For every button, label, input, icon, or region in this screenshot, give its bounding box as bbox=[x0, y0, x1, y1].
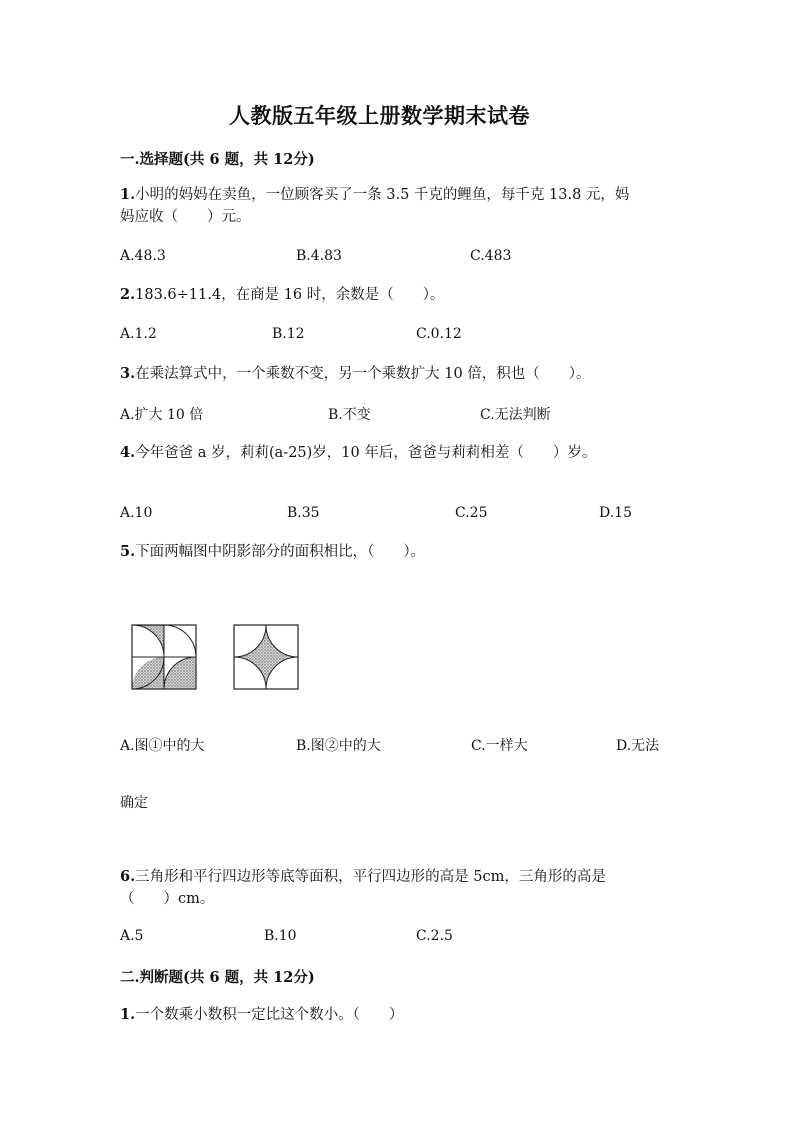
option-a: A.扩大 10 倍 bbox=[120, 407, 204, 423]
judgement-1 bbox=[120, 1004, 403, 1026]
question-6 bbox=[120, 866, 606, 888]
question-text-line2: （ ）cm。 bbox=[120, 891, 215, 907]
option-c: C.0.12 bbox=[416, 326, 462, 342]
option-d: D.15 bbox=[599, 505, 632, 521]
question-text: 183.6÷11.4，在商是 16 时，余数是（ ）。 bbox=[135, 287, 445, 303]
option-c: C.483 bbox=[470, 248, 512, 264]
question-5-figures bbox=[128, 620, 488, 700]
option-a: A.10 bbox=[120, 505, 153, 521]
question-number: 5. bbox=[120, 543, 136, 560]
option-a: A.1.2 bbox=[120, 326, 157, 342]
question-text: 一个数乘小数积一定比这个数小。（ ） bbox=[135, 1007, 404, 1023]
question-number: 2. bbox=[120, 286, 136, 303]
question-text-line1: 小明的妈妈在卖鱼，一位顾客买了一条 3.5 千克的鲤鱼，每千克 13.8 元，妈 bbox=[135, 187, 630, 203]
option-d-continued: 确定 bbox=[120, 795, 148, 811]
question-number: 3. bbox=[120, 365, 136, 382]
option-c: C.25 bbox=[455, 505, 488, 521]
question-4 bbox=[120, 442, 596, 464]
option-b: B.图②中的大 bbox=[296, 738, 381, 754]
option-c: C.一样大 bbox=[471, 738, 528, 754]
section-2-heading: 二.判断题(共 6 题，共 12分) bbox=[120, 969, 315, 986]
question-2 bbox=[120, 284, 445, 306]
option-b: B.4.83 bbox=[296, 248, 342, 264]
question-number: 4. bbox=[120, 444, 136, 461]
option-a: A.5 bbox=[120, 928, 144, 944]
question-number: 1. bbox=[120, 1006, 136, 1023]
option-b: B.10 bbox=[264, 928, 297, 944]
figure-2-star bbox=[234, 625, 298, 689]
option-a: A.图①中的大 bbox=[120, 738, 205, 754]
question-text-line1: 三角形和平行四边形等底等面积，平行四边形的高是 5cm，三角形的高是 bbox=[135, 869, 606, 885]
option-c: C.无法判断 bbox=[480, 407, 551, 423]
option-b: B.35 bbox=[287, 505, 320, 521]
question-text: 在乘法算式中，一个乘数不变，另一个乘数扩大 10 倍，积也（ ）。 bbox=[135, 366, 591, 382]
question-number: 6. bbox=[120, 868, 136, 885]
option-d: D.无法 bbox=[616, 738, 660, 754]
question-5 bbox=[120, 541, 425, 563]
option-a: A.48.3 bbox=[120, 248, 166, 264]
question-text: 下面两幅图中阴影部分的面积相比，（ ）。 bbox=[135, 544, 426, 560]
figure-1-pinwheel bbox=[132, 625, 196, 689]
question-number: 1. bbox=[120, 186, 136, 203]
question-text-line2: 妈应收（ ）元。 bbox=[120, 209, 251, 225]
section-1-heading: 一.选择题(共 6 题，共 12分) bbox=[120, 151, 315, 168]
question-text: 今年爸爸 a 岁，莉莉(a-25)岁，10 年后，爸爸与莉莉相差（ ）岁。 bbox=[135, 445, 597, 461]
question-1 bbox=[120, 184, 629, 206]
option-b: B.12 bbox=[272, 326, 305, 342]
option-c: C.2.5 bbox=[416, 928, 453, 944]
option-b: B.不变 bbox=[328, 407, 371, 423]
page-title: 人教版五年级上册数学期末试卷 bbox=[229, 103, 530, 128]
question-3 bbox=[120, 363, 591, 385]
